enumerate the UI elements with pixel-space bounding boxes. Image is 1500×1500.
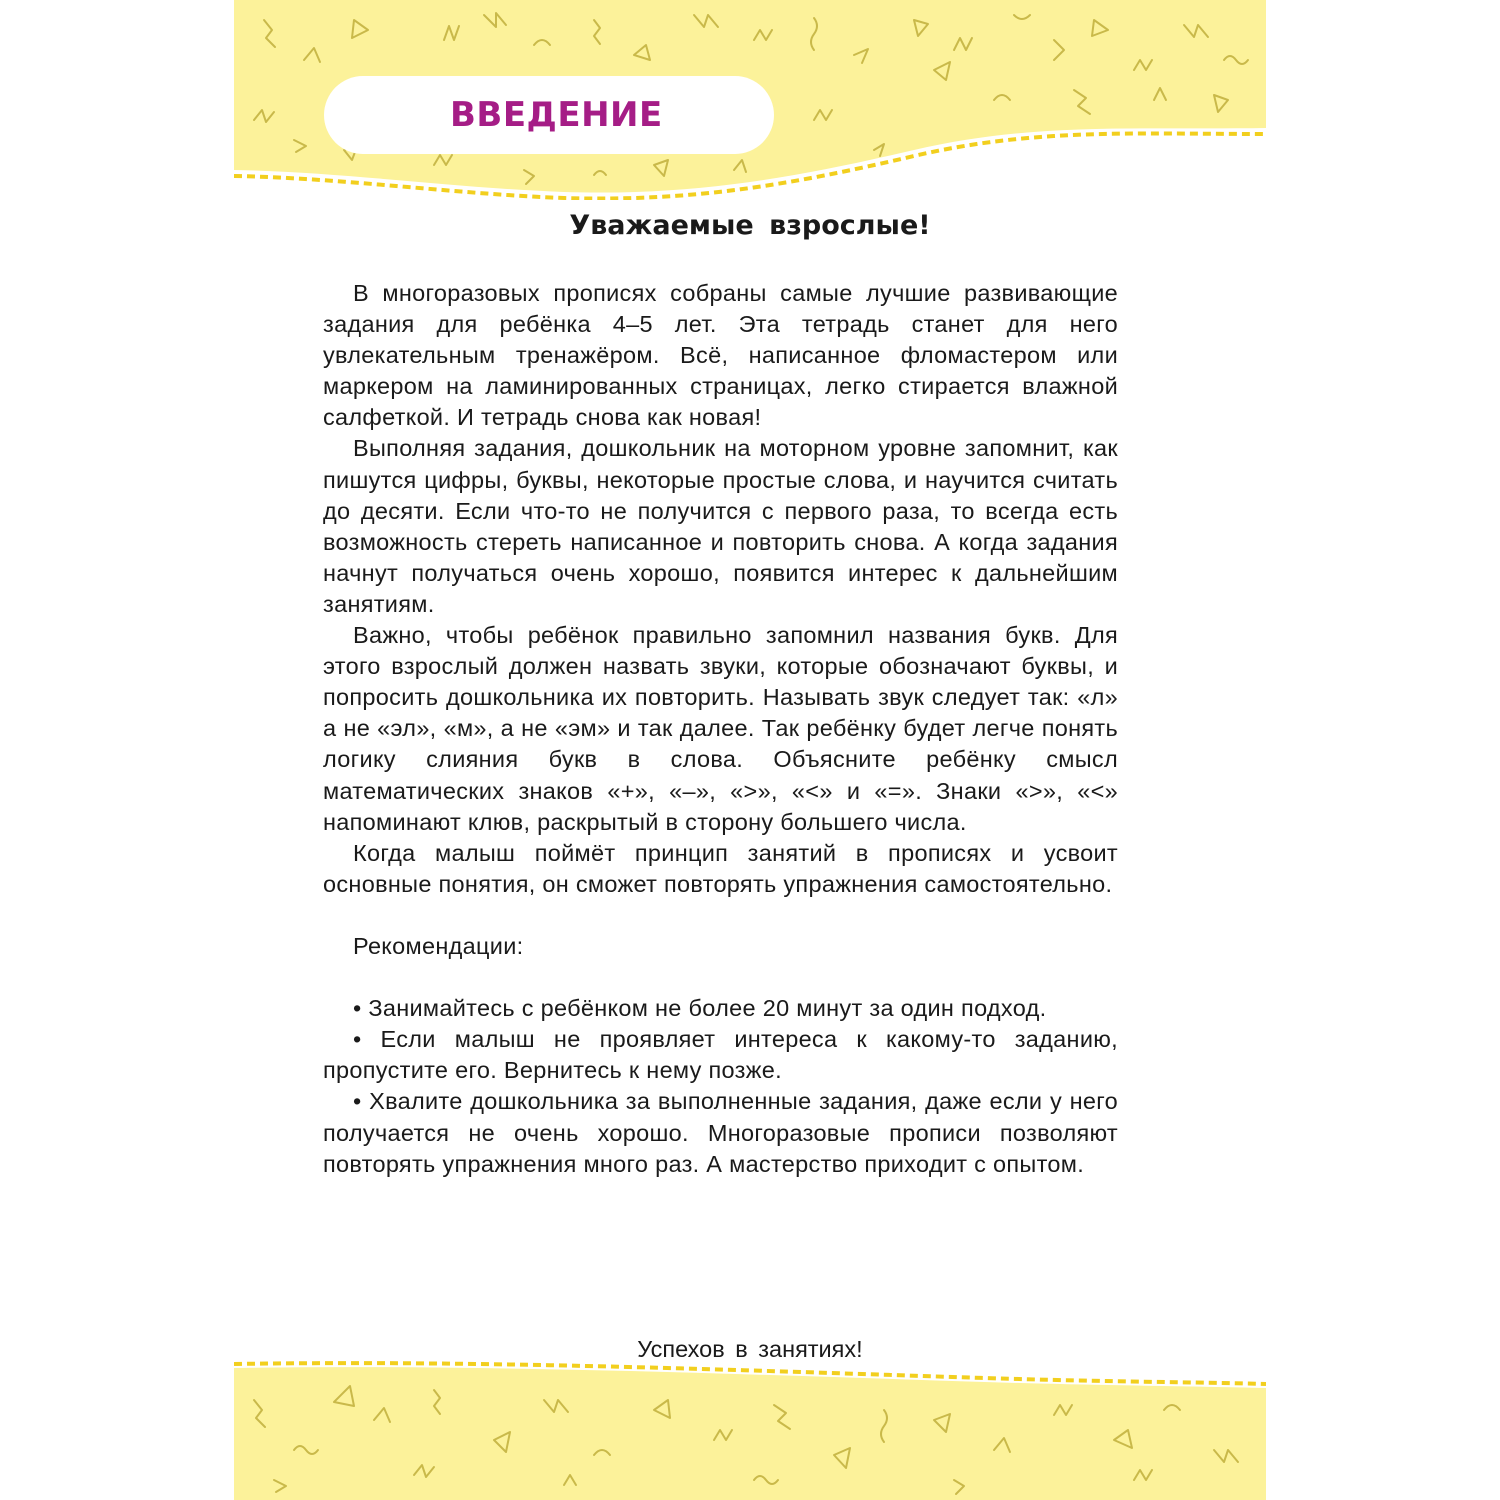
book-page (234, 0, 1266, 1500)
paragraph: В многоразовых прописях собраны самые лучшие развивающие задания для ребёнка 4–5 лет. Эта тетрадь станет для него увлекательным тренажёром. Всё, написанное фломастером или маркером на ламинированных страницах, легко стирается влажной салфеткой. И тетрадь снова как новая! (323, 280, 1118, 431)
bottom-yellow-band (234, 1360, 1266, 1500)
recommendation-item: • Хвалите дошкольника за выполненные задания, даже если у него получается не очень хорошо. Многоразовые прописи позволяют повторять упражнения много раз. А мастерство приходит с опытом. (323, 1088, 1118, 1177)
section-title-pill (324, 76, 774, 154)
section-title: ВВЕДЕНИЕ (450, 95, 663, 135)
recommendation-item: • Если малыш не проявляет интереса к какому-то заданию, пропустите его. Вернитесь к нему позже. (323, 1026, 1118, 1084)
body-text (323, 278, 1118, 1180)
bottom-band-fill (234, 1367, 1266, 1500)
paragraph: Выполняя задания, дошкольник на моторном уровне запомнит, как пишутся цифры, буквы, некоторые простые слова, и научится считать до десяти. Если что-то не получится с первого раза, то всегда есть возможность стереть написанное и повторить снова. А когда задания начнут получаться очень хорошо, появится интерес к дальнейшим занятиям. (323, 435, 1118, 617)
page-heading: Уважаемые взрослые! (569, 210, 931, 241)
closing-line: Успехов в занятиях! (637, 1336, 863, 1362)
recommendations-label: Рекомендации: (353, 932, 524, 959)
spacer (323, 962, 1118, 993)
paragraph: Важно, чтобы ребёнок правильно запомнил названия букв. Для этого взрослый должен назвать звуки, которые обозначают буквы, и попросить дошкольника их повторить. Называть звук следует так: «л» а не «эл», «м», а не «эм» и так далее. Так ребёнку будет легче понять логику слияния букв в слова. Объясните ребёнку смысл математических знаков «+», «–», «>», «<» и «=». Знаки «>», «<» напоминают клюв, раскрытый в сторону большего числа. (323, 622, 1118, 835)
spacer (323, 900, 1118, 931)
paragraph: Когда малыш поймёт принцип занятий в прописях и усвоит основные понятия, он сможет повторять упражнения самостоятельно. (323, 839, 1118, 897)
recommendation-item: • Занимайтесь с ребёнком не более 20 минут за один подход. (353, 995, 1047, 1022)
